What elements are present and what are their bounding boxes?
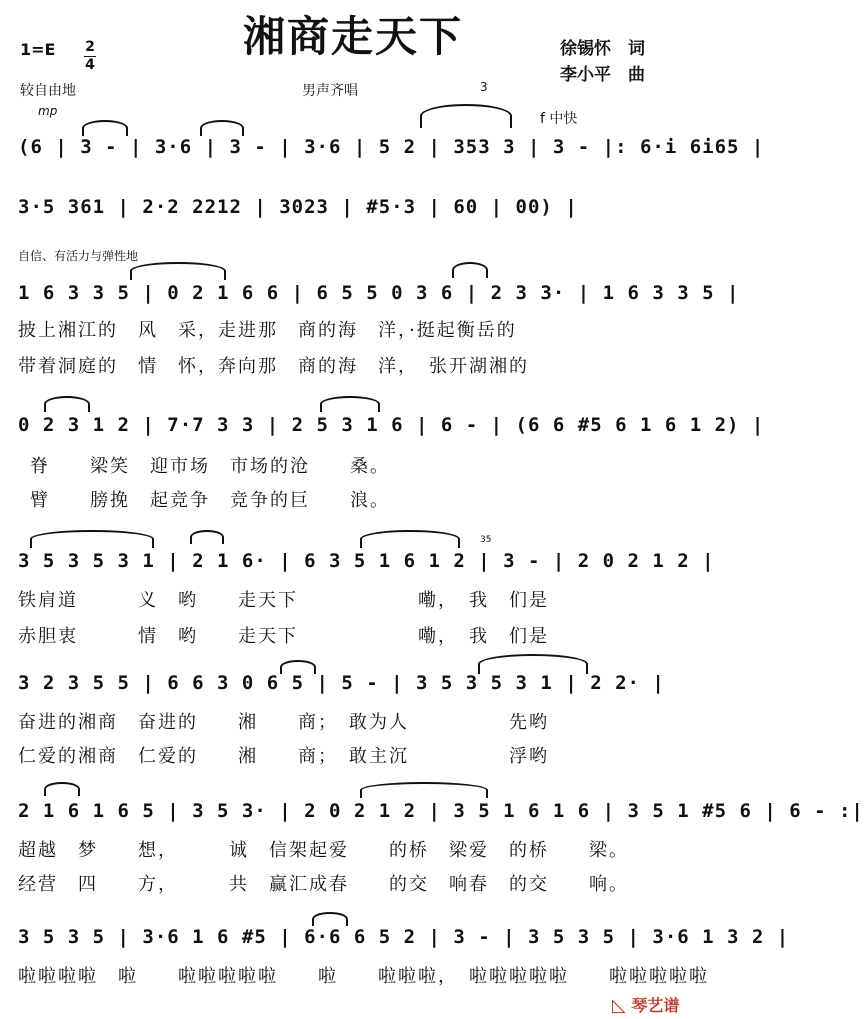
lyric-line-3b: 带着洞庭的 情 怀，奔向那 商的海 洋， 张开湖湘的 (18, 356, 529, 377)
lyric-line-7a: 超越 梦 想， 诚 信架起爱 的桥 梁爱 的桥 梁。 (18, 840, 629, 861)
tempo-change: f 中快 (540, 111, 578, 127)
logo-text: 琴艺谱 (631, 996, 680, 1015)
time-signature-bottom: 4 (85, 57, 95, 73)
performance-type: 男声齐唱 (302, 83, 358, 99)
notation-line-4: 0 2 3 1 2 | 7·7 3 3 | 2 5 3 1 6 | 6 - | (6 6 #5 6 1 6 1 2) | (18, 414, 765, 436)
notation-line-1: (6 | 3 - | 3·6 | 3 - | 3·6 | 5 2 | 353 3 | 3 - |: 6·i 6i65 | (18, 136, 765, 158)
notation-line-5: 3 5 3 5 3 1 | 2 1 6· | 6 3 5 1 6 1 2 | 3 - | 2 0 2 1 2 | (18, 550, 715, 572)
lyric-line-4a: 脊 梁笑 迎市场 市场的沧 桑。 (30, 456, 390, 477)
song-title: 湘商走天下 (243, 12, 464, 61)
composer-credit: 李小平 曲 (560, 65, 645, 85)
slur (130, 262, 226, 280)
slur (360, 782, 488, 798)
lyric-line-6b: 仁爱的湘商 仁爱的 湘 商； 敢主沉 浮哟 (18, 746, 549, 767)
notation-line-6: 3 2 3 5 5 | 6 6 3 0 6 5 | 5 - | 3 5 3 5 3 1 | 2 2· | (18, 672, 665, 694)
slur (190, 530, 224, 544)
lyric-line-4b: 臂 膀挽 起竞争 竞争的巨 浪。 (30, 490, 390, 511)
key-signature: 1=E (20, 40, 56, 59)
slur (44, 396, 90, 412)
time-signature (84, 40, 96, 73)
slur (320, 396, 380, 412)
site-logo (612, 993, 679, 1016)
lyric-line-6a: 奋进的湘商 奋进的 湘 商； 敢为人 先哟 (18, 712, 549, 733)
lyric-line-5b: 赤胆衷 情 哟 走天下 嘞， 我 们是 (18, 626, 549, 647)
slur (30, 530, 154, 548)
tuplet-number: 3 (480, 80, 488, 94)
slur (478, 654, 588, 674)
time-signature-top: 2 (85, 39, 95, 55)
logo-icon: ◺ (612, 995, 626, 1016)
lyric-line-7b: 经营 四 方， 共 赢汇成春 的交 响春 的交 响。 (18, 874, 629, 895)
slur (44, 782, 80, 796)
slur (452, 262, 488, 278)
slur (200, 120, 244, 136)
slur (312, 912, 348, 926)
grace-note: 35 (480, 535, 492, 545)
lyric-line-3a: 披上湘江的 风 采，走进那 商的海 洋，·挺起衡岳的 (18, 320, 517, 341)
notation-line-2: 3·5 361 | 2·2 2212 | 3023 | #5·3 | 60 | 00) | (18, 196, 578, 218)
slur (360, 530, 460, 548)
style-note: 自信、有活力与弹性地 (18, 249, 139, 263)
notation-line-8: 3 5 3 5 | 3·6 1 6 #5 | 6·6 6 5 2 | 3 - | 3 5 3 5 | 3·6 1 3 2 | (18, 926, 790, 948)
lyric-line-8a: 啦啦啦啦 啦 啦啦啦啦啦 啦 啦啦啦， 啦啦啦啦啦 啦啦啦啦啦 (18, 966, 709, 987)
lyric-line-5a: 铁肩道 义 哟 走天下 嘞， 我 们是 (18, 590, 549, 611)
tempo-marking: 较自由地 (20, 83, 76, 99)
slur (420, 104, 512, 128)
lyricist-credit: 徐锡怀 词 (560, 39, 645, 59)
slur (82, 120, 128, 136)
dynamic-marking: mp (38, 104, 58, 118)
notation-line-3: 1 6 3 3 5 | 0 2 1 6 6 | 6 5 5 0 3 6 | 2 3 3· | 1 6 3 3 5 | (18, 282, 740, 304)
notation-line-7: 2 1 6 1 6 5 | 3 5 3· | 2 0 2 1 2 | 3 5 1 6 1 6 | 3 5 1 #5 6 | 6 - :| (18, 800, 864, 822)
